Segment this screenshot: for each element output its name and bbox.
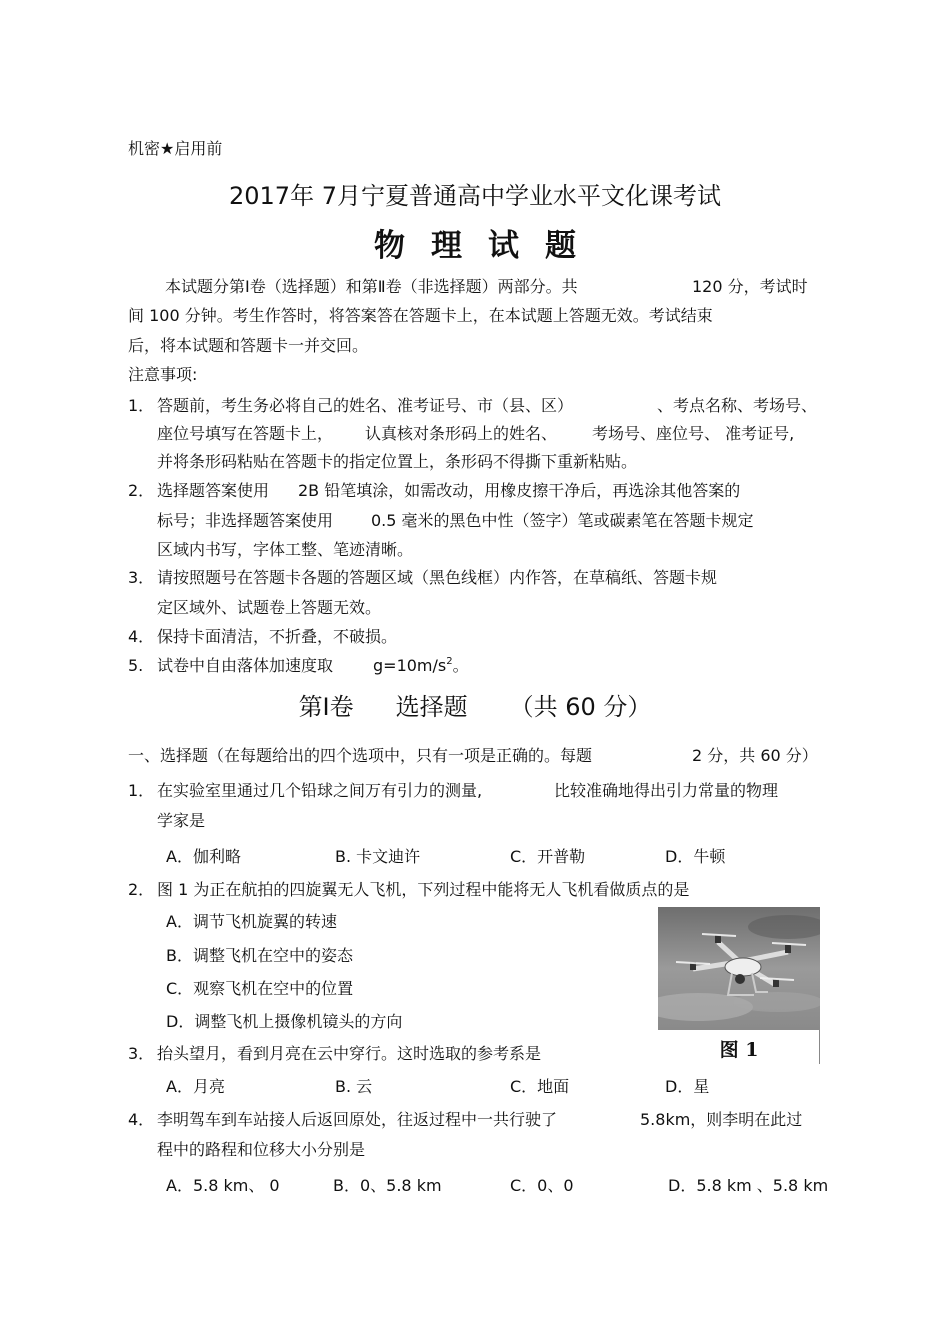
note-text: 座位号填写在答题卡上， — [157, 424, 334, 443]
note-text: 请按照题号在答题卡各题的答题区域（黑色线框）内作答，在草稿纸、答题卡规 — [157, 568, 718, 587]
instructions-text: 一、选择题（在每题给出的四个选项中，只有一项是正确的。每题 — [128, 746, 593, 765]
note-text: 定区域外、试题卷上答题无效。 — [157, 598, 382, 617]
section-score: （共 60 分） — [509, 693, 652, 721]
option-d: D．牛顿 — [665, 847, 726, 866]
intro-line-2: 间 100 分钟。考生作答时，将答案答在答题卡上，在本试题上答题无效。考试结束 — [128, 306, 713, 325]
note-number: 4． — [128, 627, 155, 646]
note-number: 2． — [128, 481, 155, 500]
note-text: 、考点名称、考场号、 — [657, 396, 818, 415]
note-number: 1． — [128, 396, 155, 415]
question-number: 1． — [128, 781, 155, 800]
option-a: A．月亮 — [166, 1077, 225, 1096]
drone-figure — [658, 907, 820, 1064]
option-d: D．5.8 km 、5.8 km — [668, 1176, 829, 1195]
option-d: D．调整飞机上摄像机镜头的方向 — [166, 1012, 403, 1031]
note-number: 3． — [128, 568, 155, 587]
note-text: 试卷中自由落体加速度取 — [157, 656, 334, 675]
intro-line-1a: 本试题分第Ⅰ卷（选择题）和第Ⅱ卷（非选择题）两部分。共 — [165, 277, 578, 296]
option-a: A．调节飞机旋翼的转速 — [166, 912, 337, 931]
note-text: 认真核对条形码上的姓名、 — [365, 424, 558, 443]
option-c: C．地面 — [510, 1077, 570, 1096]
intro-line-1b: 120 分，考试时 — [692, 277, 808, 296]
option-c: C．开普勒 — [510, 847, 586, 866]
question-number: 2． — [128, 880, 155, 899]
exam-title: 2017年 7月宁夏普通高中学业水平文化课考试 — [229, 182, 721, 210]
question-stem: 在实验室里通过几个铅球之间万有引力的测量, — [157, 781, 483, 800]
note-text: 答题前，考生务必将自己的姓名、准考证号、市（县、区） — [157, 396, 574, 415]
option-c: C．观察飞机在空中的位置 — [166, 979, 354, 998]
question-stem: 程中的路程和位移大小分别是 — [157, 1140, 366, 1159]
option-a: A．5.8 km、 0 — [166, 1176, 280, 1195]
figure-edge — [819, 1030, 820, 1064]
question-stem: 图 1 为正在航拍的四旋翼无人飞机，下列过程中能将无人飞机看做质点的是 — [157, 880, 690, 899]
option-c: C．0、0 — [510, 1176, 574, 1195]
intro-line-3: 后，将本试题和答题卡一并交回。 — [128, 336, 369, 355]
note-text: 0.5 毫米的黑色中性（签字）笔或碳素笔在答题卡规定 — [371, 511, 754, 530]
question-stem: 抬头望月，看到月亮在云中穿行。这时选取的参考系是 — [157, 1044, 542, 1063]
question-number: 3． — [128, 1044, 155, 1063]
note-number: 5. — [128, 656, 144, 675]
confidential-label: 机密★启用前 — [128, 139, 223, 158]
option-b: B．调整飞机在空中的姿态 — [166, 946, 353, 965]
section-part: 第Ⅰ卷 — [298, 693, 354, 721]
option-a: A．伽利略 — [166, 847, 241, 866]
figure-caption: 图 1 — [719, 1039, 759, 1061]
option-b: B. 卡文迪许 — [335, 847, 421, 866]
note-text: 考场号、座位号、 准考证号, — [592, 424, 795, 443]
note-text: 标号；非选择题答案使用 — [157, 511, 334, 530]
note-text: 保持卡面清洁，不折叠，不破损。 — [157, 627, 398, 646]
subject-title: 物理试题 — [374, 228, 602, 264]
option-d: D．星 — [665, 1077, 710, 1096]
option-b: B．0、5.8 km — [333, 1176, 442, 1195]
drone-photo — [658, 907, 820, 1030]
note-text: 区域内书写，字体工整、笔迹清晰。 — [157, 540, 414, 559]
question-number: 4． — [128, 1110, 155, 1129]
gravity-value: $g=10m/s^2$。 — [373, 656, 469, 675]
question-stem: 学家是 — [157, 811, 206, 830]
notes-heading: 注意事项: — [128, 365, 198, 384]
note-text: 2B 铅笔填涂，如需改动，用橡皮擦干净后，再选涂其他答案的 — [298, 481, 741, 500]
section-name: 选择题 — [395, 693, 468, 721]
option-b: B. 云 — [335, 1077, 373, 1096]
question-stem: 比较准确地得出引力常量的物理 — [554, 781, 779, 800]
note-text: 选择题答案使用 — [157, 481, 270, 500]
instructions-score: 2 分，共 60 分） — [692, 746, 818, 765]
question-stem: 李明驾车到车站接人后返回原处，往返过程中一共行驶了 — [157, 1110, 558, 1129]
note-text: 并将条形码粘贴在答题卡的指定位置上，条形码不得撕下重新粘贴。 — [157, 452, 638, 471]
question-stem: 5.8km，则李明在此过 — [640, 1110, 803, 1129]
section-heading — [0, 692, 950, 722]
